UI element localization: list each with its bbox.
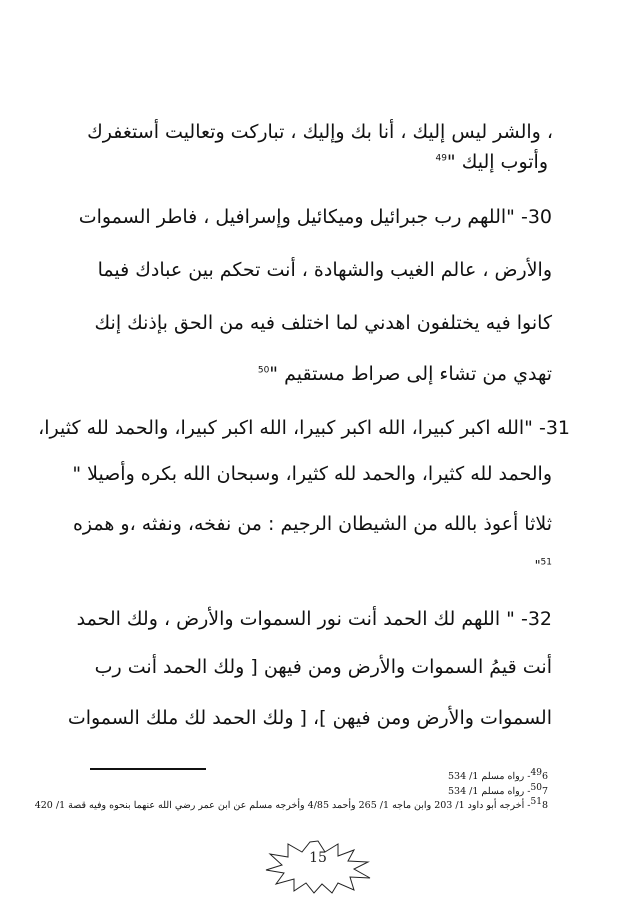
footnote-1: [447, 767, 548, 783]
text-line-3: 30- "اللهم رب جبرائيل وميكائيل وإسرافيل ، فاطر السموات: [78, 206, 552, 228]
footnote-ref-50: 50: [257, 365, 270, 376]
footnote-mark-50: 50: [530, 782, 542, 793]
page-number-starburst-icon: [258, 838, 378, 894]
footnote-separator: [90, 768, 206, 770]
footnote-mark-51: 51: [530, 796, 542, 807]
text-line-8: والحمد لله كثيرا، والحمد لله كثيرا، وسبحان الله بكره وأصيلا ": [72, 463, 552, 485]
text-line-9: ثلاثا أعوذ بالله من الشيطان الرجيم : من نفخه، ونفثه ،و همزه: [72, 513, 552, 535]
footnote-1-text: 6- رواه مسلم 1/ 534: [447, 771, 548, 782]
footnote-3-text: 8- أخرجه أبو داود 1/ 203 وابن ماجه 1/ 265 وأحمد 4/85 وأخرجه مسلم عن ابن عمر رضي الله عنهما بنحوه وفيه قصة 1/ 420: [34, 800, 548, 811]
footnote-3: [34, 796, 548, 812]
footnote-ref-51: 51: [540, 557, 552, 568]
footnote-ref-49: 49: [435, 153, 447, 164]
text-line-13: السموات والأرض ومن فيهن ]، [ ولك الحمد لك ملك السموات: [67, 707, 552, 729]
footnote-2-text: 7- رواه مسلم 1/ 534: [447, 786, 548, 797]
text-line-5: كانوا فيه يختلفون اهدني لما اختلف فيه من الحق بإذنك إنك: [94, 312, 552, 334]
text-line-10-text: ": [534, 559, 541, 574]
text-line-11: 32- " اللهم لك الحمد أنت نور السموات والأرض ، ولك الحمد: [76, 608, 552, 630]
text-line-4: والأرض ، عالم الغيب والشهادة ، أنت تحكم بين عبادك فيما: [97, 259, 552, 281]
text-line-2-text: وأتوب إليك ": [446, 151, 548, 173]
text-line-1: ، والشر ليس إليك ، أنا بك وإليك ، تباركت وتعاليت أستغفرك: [87, 121, 553, 143]
page-number: 15: [309, 850, 327, 866]
text-line-6: [258, 362, 552, 386]
footnote-mark-49: 49: [530, 767, 542, 778]
text-line-6-text: تهدي من تشاء إلى صراط مستقيم ": [269, 363, 552, 385]
text-line-12: أنت قيمُ السموات والأرض ومن فيهن [ ولك الحمد أنت رب: [94, 656, 552, 678]
text-line-2: [435, 150, 548, 174]
text-line-7: 31- "الله اكبر كبيرا، الله اكبر كبيرا، الله اكبر كبيرا، والحمد لله كثيرا،: [38, 417, 570, 439]
text-line-10: [535, 555, 552, 579]
